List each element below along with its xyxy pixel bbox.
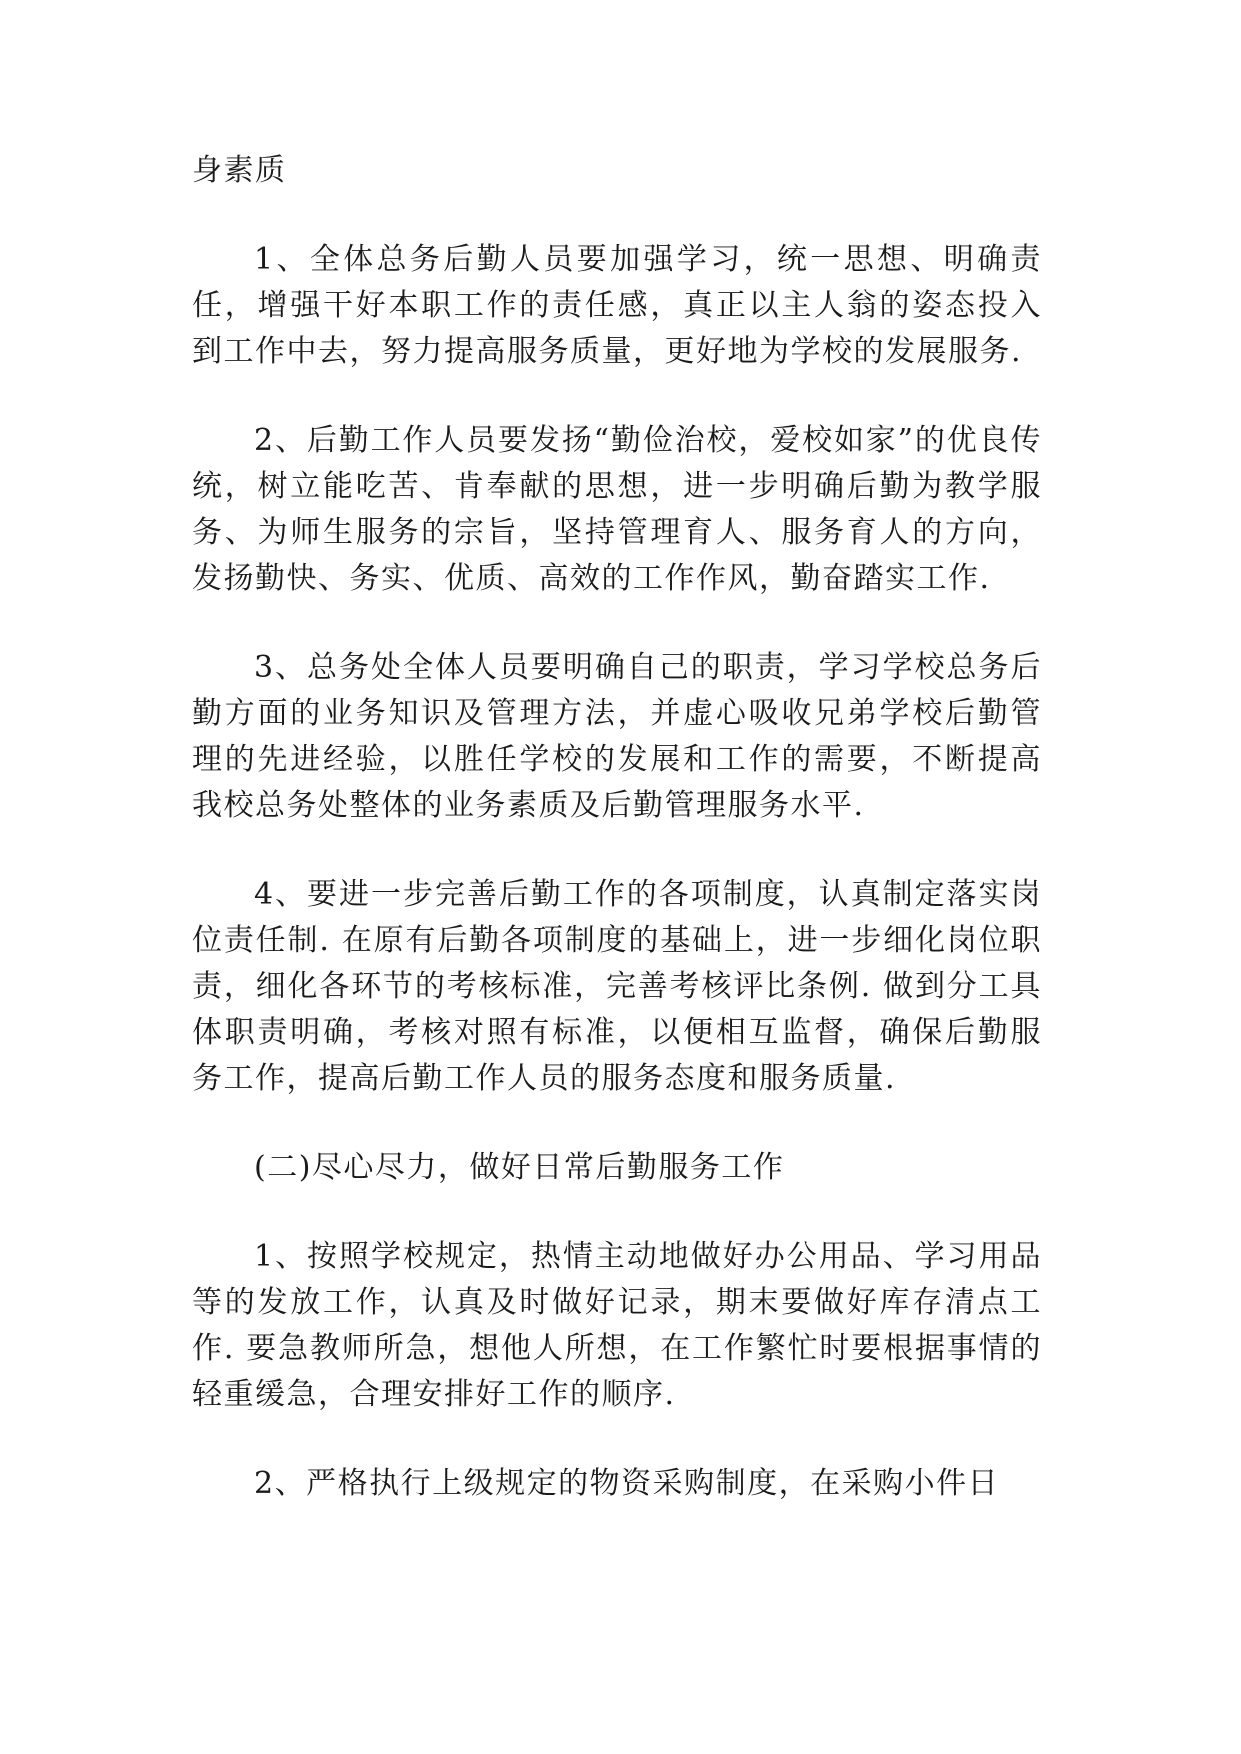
paragraph-6: 2、严格执行上级规定的物资采购制度，在采购小件日 (254, 1466, 1000, 1501)
paragraph-2: 2、后勤工作人员要发扬“勤俭治校，爱校如家”的优良传统，树立能吃苦、肯奉献的思想，进一步明确后勤为教学服务、为师生服务的宗旨，坚持管理育人、服务育人的方向，发扬勤快、务实、优质、高效的工作作风，勤奋踏实工作. (192, 423, 1042, 596)
paragraph-5: 1、按照学校规定，热情主动地做好办公用品、学习用品等的发放工作，认真及时做好记录，期末要做好库存清点工作. 要急教师所急，想他人所想，在工作繁忙时要根据事情的轻重缓急，合理安排好工作的顺序. (192, 1239, 1042, 1412)
document-body (192, 148, 1042, 1550)
section-heading: (二)尽心尽力，做好日常后勤服务工作 (254, 1150, 785, 1185)
paragraph-3: 3、总务处全体人员要明确自己的职责，学习学校总务后勤方面的业务知识及管理方法，并虚心吸收兄弟学校后勤管理的先进经验，以胜任学校的发展和工作的需要，不断提高我校总务处整体的业务素质及后勤管理服务水平. (192, 650, 1042, 823)
paragraph-continuation: 身素质 (192, 153, 287, 188)
paragraph-4: 4、要进一步完善后勤工作的各项制度，认真制定落实岗位责任制. 在原有后勤各项制度的基础上，进一步细化岗位职责，细化各环节的考核标准，完善考核评比条例. 做到分工具体职责明确，考核对照有标准，以便相互监督，确保后勤服务工作，提高后勤工作人员的服务态度和服务质量. (192, 877, 1042, 1096)
paragraph-1: 1、全体总务后勤人员要加强学习，统一思想、明确责任，增强干好本职工作的责任感，真正以主人翁的姿态投入到工作中去，努力提高服务质量，更好地为学校的发展服务. (192, 242, 1042, 369)
